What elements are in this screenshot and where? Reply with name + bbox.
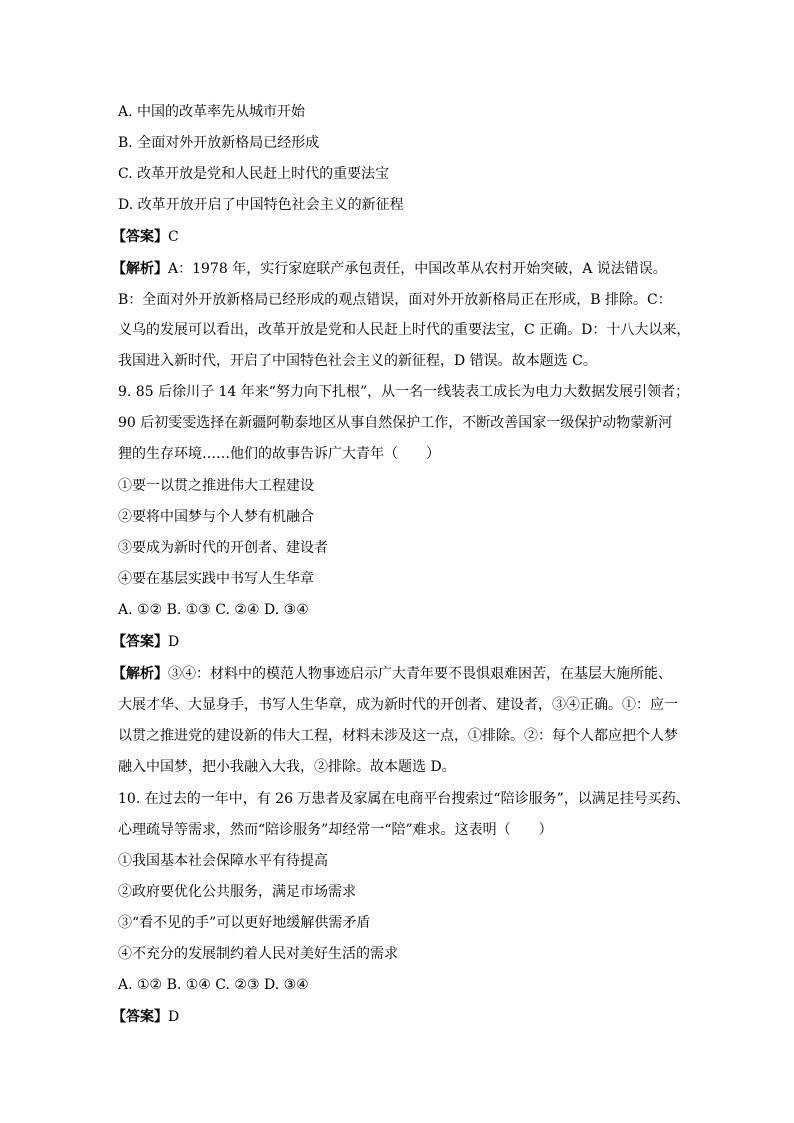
q8-analysis-line-2: B：全面对外开放新格局已经形成的观点错误，面对外开放新格局正在形成，B 排除。C： bbox=[118, 292, 672, 308]
q8-option-c: C. 改革开放是党和人民赶上时代的重要法宝 bbox=[118, 166, 390, 182]
q10-answer-tag: 【答案】 bbox=[112, 1009, 168, 1025]
q8-answer bbox=[112, 227, 179, 247]
q9-analysis-line-3: 以贯之推进党的建设新的伟大工程，材料未涉及这一点，①排除。②：每个人都应把个人梦 bbox=[118, 728, 678, 744]
q8-analysis-line-1 bbox=[112, 259, 667, 279]
q8-option-d: D. 改革开放开启了中国特色社会主义的新征程 bbox=[118, 197, 404, 213]
q10-stem-line-1: 10. 在过去的一年中，有 26 万患者及家属在电商平台搜索过“陪诊服务”，以满足挂号买药、 bbox=[118, 791, 690, 807]
q9-item-1: ①要一以贯之推进伟大工程建设 bbox=[118, 478, 314, 494]
q8-analysis-line-4: 我国进入新时代，开启了中国特色社会主义的新征程，D 错误。故本题选 C。 bbox=[118, 353, 597, 369]
q9-answer-tag: 【答案】 bbox=[112, 634, 168, 650]
q8-analysis-text-1: A：1978 年，实行家庭联产承包责任，中国改革从农村开始突破，A 说法错误。 bbox=[168, 261, 667, 277]
q10-item-2: ②政府要优化公共服务，满足市场需求 bbox=[118, 884, 356, 900]
q10-answer-value: D bbox=[168, 1009, 180, 1025]
q9-stem-line-2: 90 后初雯雯选择在新疆阿勒泰地区从事自然保护工作，不断改善国家一级保护动物蒙新河 bbox=[118, 415, 673, 431]
q10-stem-line-2: 心理疏导等需求，然而“陪诊服务”却经常一“陪”难求。这表明（ ） bbox=[118, 822, 553, 838]
q8-option-b: B. 全面对外开放新格局已经形成 bbox=[118, 135, 320, 151]
q9-stem-line-3: 狸的生存环境……他们的故事告诉广大青年（ ） bbox=[118, 446, 440, 462]
q8-answer-tag: 【答案】 bbox=[112, 229, 168, 245]
q10-answer bbox=[112, 1007, 179, 1027]
q10-item-4: ④不充分的发展制约着人民对美好生活的需求 bbox=[118, 946, 398, 962]
q9-stem-line-1: 9. 85 后徐川子 14 年来“努力向下扎根”，从一名一线装表工成长为电力大数据发展引领者； bbox=[118, 384, 690, 400]
q9-item-3: ③要成为新时代的开创者、建设者 bbox=[118, 540, 328, 556]
q10-choices: A. ①② B. ①④ C. ②③ D. ③④ bbox=[118, 977, 309, 993]
q9-answer bbox=[112, 632, 179, 652]
q9-answer-value: D bbox=[168, 634, 180, 650]
q8-option-a: A. 中国的改革率先从城市开始 bbox=[118, 104, 306, 120]
q9-analysis-line-1 bbox=[112, 664, 672, 684]
q9-analysis-line-4: 融入中国梦，把小我融入大我，②排除。故本题选 D。 bbox=[118, 759, 456, 775]
q8-answer-value: C bbox=[168, 229, 179, 245]
q9-analysis-tag: 【解析】 bbox=[112, 666, 168, 682]
q9-item-2: ②要将中国梦与个人梦有机融合 bbox=[118, 509, 314, 525]
q9-choices: A. ①② B. ①③ C. ②④ D. ③④ bbox=[118, 602, 309, 618]
q9-analysis-text-1: ③④：材料中的模范人物事迹启示广大青年要不畏惧艰难困苦，在基层大施所能、 bbox=[168, 666, 672, 682]
q8-analysis-tag: 【解析】 bbox=[112, 261, 168, 277]
q10-item-1: ①我国基本社会保障水平有待提高 bbox=[118, 853, 328, 869]
q10-item-3: ③“看不见的手”可以更好地缓解供需矛盾 bbox=[118, 915, 371, 931]
q8-analysis-line-3: 义乌的发展可以看出，改革开放是党和人民赶上时代的重要法宝，C 正确。D：十八大以来， bbox=[118, 322, 691, 338]
q9-item-4: ④要在基层实践中书写人生华章 bbox=[118, 571, 314, 587]
q9-analysis-line-2: 大展才华、大显身手，书写人生华章，成为新时代的开创者、建设者，③④正确。①：应一 bbox=[118, 697, 678, 713]
